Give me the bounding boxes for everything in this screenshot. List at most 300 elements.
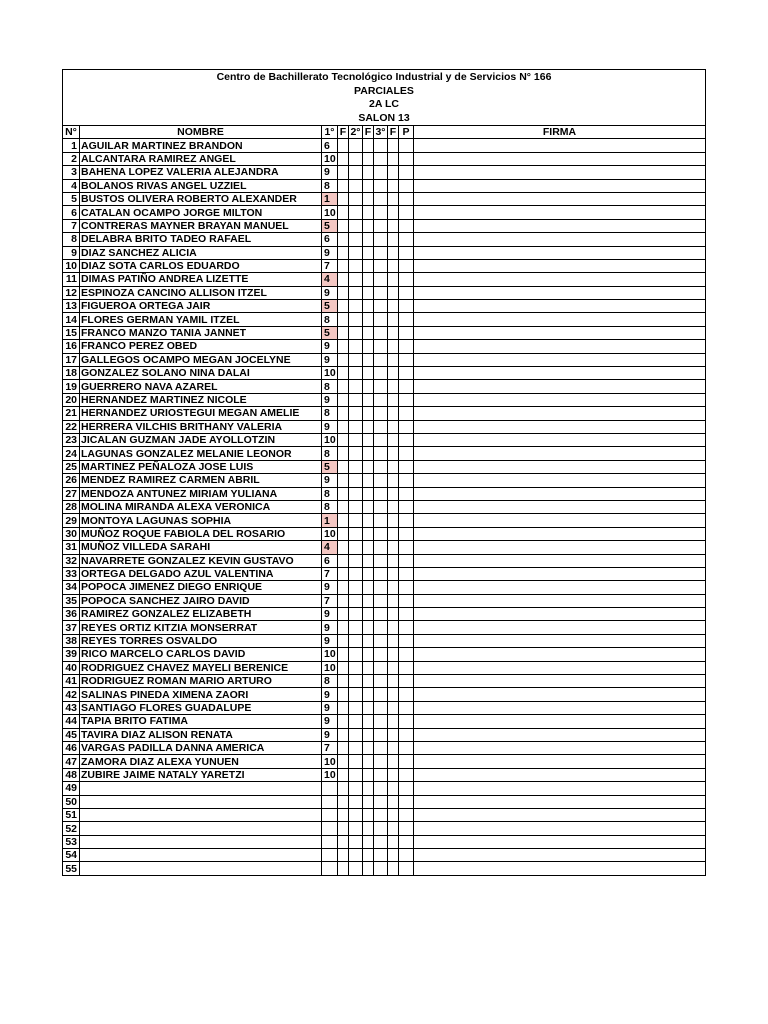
absences-3 xyxy=(388,286,399,299)
grades-table xyxy=(62,125,706,876)
grade-partial-2 xyxy=(349,166,363,179)
absences-2 xyxy=(363,608,374,621)
absences-3 xyxy=(388,755,399,768)
grade-partial-2 xyxy=(349,567,363,580)
student-name: GALLEGOS OCAMPO MEGAN JOCELYNE xyxy=(80,353,322,366)
absences-2 xyxy=(363,313,374,326)
grade-partial-1: 7 xyxy=(322,741,338,754)
grade-partial-1: 10 xyxy=(322,768,338,781)
table-row xyxy=(63,741,706,754)
average xyxy=(399,634,414,647)
grade-partial-1: 9 xyxy=(322,608,338,621)
grade-partial-1: 9 xyxy=(322,621,338,634)
student-name: RAMIREZ GONZALEZ ELIZABETH xyxy=(80,608,322,621)
absences-1 xyxy=(338,527,349,540)
student-name: MARTINEZ PEÑALOZA JOSE LUIS xyxy=(80,460,322,473)
grade-partial-2 xyxy=(349,380,363,393)
grade-partial-1 xyxy=(322,795,338,808)
average xyxy=(399,206,414,219)
absences-1 xyxy=(338,782,349,795)
signature-cell xyxy=(414,581,706,594)
grade-partial-2 xyxy=(349,688,363,701)
grade-partial-1: 10 xyxy=(322,648,338,661)
absences-3 xyxy=(388,795,399,808)
absences-2 xyxy=(363,433,374,446)
signature-cell xyxy=(414,782,706,795)
absences-1 xyxy=(338,581,349,594)
absences-1 xyxy=(338,701,349,714)
grade-partial-2 xyxy=(349,808,363,821)
average xyxy=(399,420,414,433)
absences-3 xyxy=(388,407,399,420)
signature-cell xyxy=(414,822,706,835)
grade-partial-2 xyxy=(349,701,363,714)
grade-partial-1: 10 xyxy=(322,433,338,446)
student-name: MOLINA MIRANDA ALEXA VERONICA xyxy=(80,500,322,513)
grade-partial-3 xyxy=(374,487,388,500)
student-name: DIMAS PATIÑO ANDREA LIZETTE xyxy=(80,273,322,286)
student-number: 22 xyxy=(63,420,80,433)
grade-partial-2 xyxy=(349,233,363,246)
signature-cell xyxy=(414,380,706,393)
grade-partial-3 xyxy=(374,581,388,594)
absences-3 xyxy=(388,728,399,741)
absences-2 xyxy=(363,634,374,647)
absences-3 xyxy=(388,273,399,286)
student-number: 5 xyxy=(63,192,80,205)
absences-2 xyxy=(363,474,374,487)
student-name: MUÑOZ VILLEDA SARAHI xyxy=(80,541,322,554)
student-number: 48 xyxy=(63,768,80,781)
student-number: 29 xyxy=(63,514,80,527)
absences-1 xyxy=(338,433,349,446)
average xyxy=(399,166,414,179)
average xyxy=(399,741,414,754)
absences-1 xyxy=(338,367,349,380)
student-name: LAGUNAS GONZALEZ MELANIE LEONOR xyxy=(80,447,322,460)
average xyxy=(399,782,414,795)
student-name: BUSTOS OLIVERA ROBERTO ALEXANDER xyxy=(80,192,322,205)
student-number: 47 xyxy=(63,755,80,768)
student-name: ESPINOZA CANCINO ALLISON ITZEL xyxy=(80,286,322,299)
absences-3 xyxy=(388,192,399,205)
sheet-header xyxy=(62,69,706,125)
grade-partial-1: 6 xyxy=(322,139,338,152)
absences-2 xyxy=(363,233,374,246)
student-name: RICO MARCELO CARLOS DAVID xyxy=(80,648,322,661)
grade-partial-1: 8 xyxy=(322,313,338,326)
student-number: 34 xyxy=(63,581,80,594)
absences-1 xyxy=(338,594,349,607)
table-row xyxy=(63,688,706,701)
table-row xyxy=(63,514,706,527)
absences-1 xyxy=(338,487,349,500)
grade-partial-3 xyxy=(374,541,388,554)
table-row xyxy=(63,152,706,165)
table-row xyxy=(63,219,706,232)
absences-2 xyxy=(363,286,374,299)
absences-1 xyxy=(338,179,349,192)
average xyxy=(399,701,414,714)
absences-3 xyxy=(388,380,399,393)
student-number: 11 xyxy=(63,273,80,286)
student-name: POPOCA SANCHEZ JAIRO DAVID xyxy=(80,594,322,607)
grade-partial-3 xyxy=(374,192,388,205)
signature-cell xyxy=(414,701,706,714)
grade-partial-2 xyxy=(349,219,363,232)
signature-cell xyxy=(414,768,706,781)
absences-1 xyxy=(338,192,349,205)
grade-partial-1: 8 xyxy=(322,179,338,192)
student-name: NAVARRETE GONZALEZ KEVIN GUSTAVO xyxy=(80,554,322,567)
col-header-signature: FIRMA xyxy=(414,126,706,139)
grade-partial-1: 9 xyxy=(322,420,338,433)
grade-partial-1: 9 xyxy=(322,688,338,701)
table-row xyxy=(63,581,706,594)
student-name: FRANCO PEREZ OBED xyxy=(80,340,322,353)
signature-cell xyxy=(414,367,706,380)
absences-1 xyxy=(338,259,349,272)
grade-partial-1: 9 xyxy=(322,581,338,594)
average xyxy=(399,567,414,580)
average xyxy=(399,768,414,781)
student-number: 25 xyxy=(63,460,80,473)
average xyxy=(399,246,414,259)
student-number: 15 xyxy=(63,326,80,339)
grade-partial-3 xyxy=(374,621,388,634)
average xyxy=(399,380,414,393)
student-name: ORTEGA DELGADO AZUL VALENTINA xyxy=(80,567,322,580)
table-row xyxy=(63,782,706,795)
table-row xyxy=(63,353,706,366)
absences-2 xyxy=(363,688,374,701)
absences-1 xyxy=(338,808,349,821)
absences-3 xyxy=(388,353,399,366)
student-number: 33 xyxy=(63,567,80,580)
grade-partial-1: 5 xyxy=(322,460,338,473)
absences-2 xyxy=(363,273,374,286)
grade-partial-1 xyxy=(322,822,338,835)
student-name: MUÑOZ ROQUE FABIOLA DEL ROSARIO xyxy=(80,527,322,540)
student-name xyxy=(80,835,322,848)
grade-partial-2 xyxy=(349,286,363,299)
absences-1 xyxy=(338,407,349,420)
grade-partial-2 xyxy=(349,594,363,607)
table-row xyxy=(63,460,706,473)
grade-partial-1: 9 xyxy=(322,340,338,353)
absences-2 xyxy=(363,179,374,192)
student-name xyxy=(80,849,322,862)
absences-3 xyxy=(388,233,399,246)
col-header-number: N° xyxy=(63,126,80,139)
student-number: 50 xyxy=(63,795,80,808)
student-number: 45 xyxy=(63,728,80,741)
student-name xyxy=(80,822,322,835)
grade-partial-3 xyxy=(374,139,388,152)
absences-3 xyxy=(388,527,399,540)
grade-partial-3 xyxy=(374,407,388,420)
grade-partial-1: 8 xyxy=(322,380,338,393)
signature-cell xyxy=(414,514,706,527)
grade-partial-2 xyxy=(349,447,363,460)
grade-partial-2 xyxy=(349,393,363,406)
absences-1 xyxy=(338,541,349,554)
student-name xyxy=(80,862,322,875)
grade-partial-2 xyxy=(349,621,363,634)
grade-partial-1: 9 xyxy=(322,634,338,647)
group-label: 2A LC xyxy=(369,98,399,110)
absences-2 xyxy=(363,326,374,339)
grade-partial-2 xyxy=(349,487,363,500)
table-row xyxy=(63,567,706,580)
absences-2 xyxy=(363,541,374,554)
absences-3 xyxy=(388,259,399,272)
grade-partial-1: 9 xyxy=(322,353,338,366)
grade-partial-2 xyxy=(349,500,363,513)
col-header-absences-1: F xyxy=(338,126,349,139)
table-row xyxy=(63,808,706,821)
table-row xyxy=(63,166,706,179)
grade-partial-3 xyxy=(374,741,388,754)
student-name: SANTIAGO FLORES GUADALUPE xyxy=(80,701,322,714)
average xyxy=(399,862,414,875)
signature-cell xyxy=(414,219,706,232)
absences-2 xyxy=(363,715,374,728)
grade-partial-2 xyxy=(349,541,363,554)
grade-partial-3 xyxy=(374,460,388,473)
signature-cell xyxy=(414,420,706,433)
absences-1 xyxy=(338,514,349,527)
grade-partial-2 xyxy=(349,407,363,420)
student-number: 51 xyxy=(63,808,80,821)
absences-3 xyxy=(388,393,399,406)
col-header-partial-2: 2° xyxy=(350,126,361,139)
student-number: 1 xyxy=(63,139,80,152)
grade-partial-3 xyxy=(374,688,388,701)
average xyxy=(399,407,414,420)
student-name: VARGAS PADILLA DANNA AMERICA xyxy=(80,741,322,754)
signature-cell xyxy=(414,527,706,540)
grade-partial-2 xyxy=(349,675,363,688)
student-name: RODRIGUEZ CHAVEZ MAYELI BERENICE xyxy=(80,661,322,674)
absences-1 xyxy=(338,567,349,580)
average xyxy=(399,808,414,821)
student-number: 17 xyxy=(63,353,80,366)
grade-partial-1: 9 xyxy=(322,701,338,714)
table-row xyxy=(63,527,706,540)
table-row xyxy=(63,340,706,353)
table-row xyxy=(63,192,706,205)
grade-partial-2 xyxy=(349,554,363,567)
average xyxy=(399,326,414,339)
student-number: 43 xyxy=(63,701,80,714)
absences-1 xyxy=(338,862,349,875)
student-number: 55 xyxy=(63,862,80,875)
grade-partial-1: 9 xyxy=(322,246,338,259)
signature-cell xyxy=(414,206,706,219)
absences-1 xyxy=(338,166,349,179)
grade-partial-2 xyxy=(349,300,363,313)
absences-3 xyxy=(388,835,399,848)
grade-partial-1: 10 xyxy=(322,755,338,768)
student-name: HERRERA VILCHIS BRITHANY VALERIA xyxy=(80,420,322,433)
average xyxy=(399,648,414,661)
grade-partial-3 xyxy=(374,233,388,246)
attendance-sheet xyxy=(62,69,706,876)
signature-cell xyxy=(414,259,706,272)
signature-cell xyxy=(414,139,706,152)
signature-cell xyxy=(414,326,706,339)
grade-partial-1: 10 xyxy=(322,206,338,219)
student-number: 10 xyxy=(63,259,80,272)
absences-3 xyxy=(388,768,399,781)
average xyxy=(399,219,414,232)
student-name: RODRIGUEZ ROMAN MARIO ARTURO xyxy=(80,675,322,688)
grade-partial-3 xyxy=(374,246,388,259)
absences-3 xyxy=(388,300,399,313)
grade-partial-3 xyxy=(374,313,388,326)
table-row xyxy=(63,621,706,634)
grade-partial-1 xyxy=(322,808,338,821)
grade-partial-3 xyxy=(374,286,388,299)
student-number: 44 xyxy=(63,715,80,728)
absences-3 xyxy=(388,152,399,165)
grade-partial-2 xyxy=(349,514,363,527)
grade-partial-3 xyxy=(374,567,388,580)
absences-1 xyxy=(338,460,349,473)
student-number: 30 xyxy=(63,527,80,540)
absences-3 xyxy=(388,862,399,875)
grade-partial-3 xyxy=(374,340,388,353)
absences-3 xyxy=(388,166,399,179)
absences-2 xyxy=(363,808,374,821)
table-row xyxy=(63,541,706,554)
grade-partial-1: 9 xyxy=(322,166,338,179)
grade-partial-2 xyxy=(349,474,363,487)
grade-partial-3 xyxy=(374,755,388,768)
absences-2 xyxy=(363,741,374,754)
student-name: ALCANTARA RAMIREZ ANGEL xyxy=(80,152,322,165)
table-row xyxy=(63,755,706,768)
table-row xyxy=(63,795,706,808)
grade-partial-1: 8 xyxy=(322,407,338,420)
grade-partial-3 xyxy=(374,822,388,835)
grade-partial-2 xyxy=(349,192,363,205)
average xyxy=(399,527,414,540)
signature-cell xyxy=(414,741,706,754)
table-row xyxy=(63,313,706,326)
absences-2 xyxy=(363,862,374,875)
grade-partial-3 xyxy=(374,353,388,366)
signature-cell xyxy=(414,300,706,313)
table-row xyxy=(63,648,706,661)
col-header-absences-2: F xyxy=(363,126,374,139)
grade-partial-3 xyxy=(374,715,388,728)
absences-2 xyxy=(363,460,374,473)
absences-2 xyxy=(363,259,374,272)
grade-partial-2 xyxy=(349,822,363,835)
absences-3 xyxy=(388,822,399,835)
average xyxy=(399,500,414,513)
grade-partial-2 xyxy=(349,259,363,272)
grade-partial-1: 6 xyxy=(322,233,338,246)
absences-1 xyxy=(338,675,349,688)
student-name: GONZALEZ SOLANO NINA DALAI xyxy=(80,367,322,380)
student-number: 21 xyxy=(63,407,80,420)
signature-cell xyxy=(414,407,706,420)
absences-3 xyxy=(388,313,399,326)
average xyxy=(399,313,414,326)
absences-1 xyxy=(338,835,349,848)
average xyxy=(399,594,414,607)
grade-partial-1 xyxy=(322,782,338,795)
signature-cell xyxy=(414,849,706,862)
grade-partial-1: 7 xyxy=(322,259,338,272)
student-name: DIAZ SOTA CARLOS EDUARDO xyxy=(80,259,322,272)
average xyxy=(399,487,414,500)
average xyxy=(399,367,414,380)
absences-2 xyxy=(363,393,374,406)
signature-cell xyxy=(414,835,706,848)
grade-partial-1 xyxy=(322,849,338,862)
absences-2 xyxy=(363,500,374,513)
student-number: 32 xyxy=(63,554,80,567)
table-row xyxy=(63,768,706,781)
col-header-absences-3: F xyxy=(388,126,399,139)
absences-3 xyxy=(388,326,399,339)
absences-2 xyxy=(363,527,374,540)
absences-2 xyxy=(363,661,374,674)
absences-1 xyxy=(338,634,349,647)
grade-partial-1: 8 xyxy=(322,447,338,460)
grade-partial-3 xyxy=(374,648,388,661)
col-header-partial-1: 1° xyxy=(322,126,338,139)
grade-partial-1: 8 xyxy=(322,675,338,688)
average xyxy=(399,608,414,621)
grade-partial-2 xyxy=(349,313,363,326)
signature-cell xyxy=(414,233,706,246)
col-header-partial-3: 3° xyxy=(375,126,386,139)
table-row xyxy=(63,326,706,339)
grade-partial-1: 8 xyxy=(322,487,338,500)
grade-partial-1: 1 xyxy=(322,192,338,205)
absences-3 xyxy=(388,782,399,795)
student-number: 12 xyxy=(63,286,80,299)
student-name xyxy=(80,808,322,821)
absences-1 xyxy=(338,688,349,701)
grade-partial-3 xyxy=(374,728,388,741)
absences-1 xyxy=(338,715,349,728)
signature-cell xyxy=(414,474,706,487)
grade-partial-3 xyxy=(374,675,388,688)
absences-1 xyxy=(338,300,349,313)
table-row xyxy=(63,206,706,219)
table-row xyxy=(63,233,706,246)
table-row xyxy=(63,554,706,567)
absences-1 xyxy=(338,233,349,246)
table-row xyxy=(63,433,706,446)
average xyxy=(399,139,414,152)
student-number: 14 xyxy=(63,313,80,326)
grade-partial-2 xyxy=(349,634,363,647)
signature-cell xyxy=(414,246,706,259)
student-number: 27 xyxy=(63,487,80,500)
absences-1 xyxy=(338,768,349,781)
absences-1 xyxy=(338,741,349,754)
signature-cell xyxy=(414,433,706,446)
grade-partial-1: 10 xyxy=(322,152,338,165)
grade-partial-2 xyxy=(349,741,363,754)
